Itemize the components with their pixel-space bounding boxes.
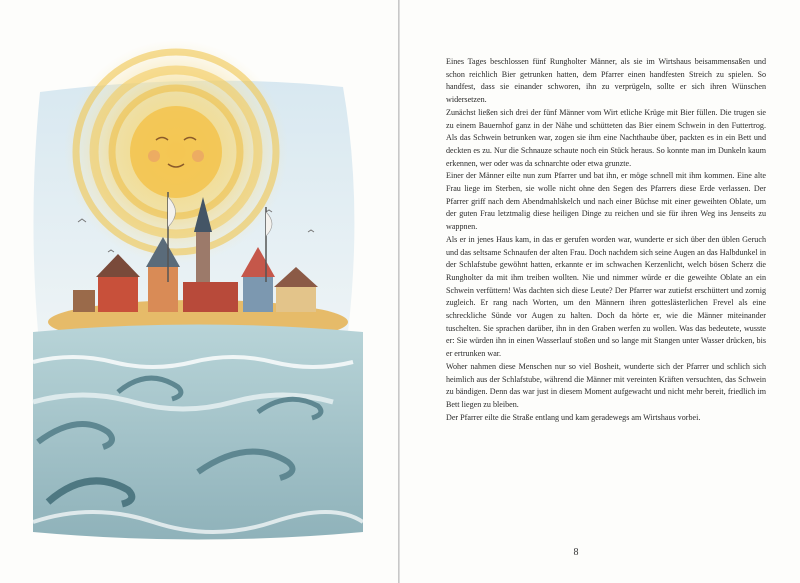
paragraph: Zunächst ließen sich drei der fünf Männer vom Wirt etliche Krüge mit Bier füllen. Die trugen sie zu einem Bauernhof ganz in der Nähe und schütteten das Bier einem Schwein in den Futtertrog. Als das Schwein betrunken war, zogen sie ihm eine Nachthaube über, packten es in ein Bett und deckten es zu. Nur die Schnauze schaute noch ein Stück heraus. So konnte man im Dunkeln kaum erkennen, wer oder was da schnarchte oder etwa grunzte. <box>446 107 766 168</box>
page-number: 8 <box>573 547 579 558</box>
paragraph: Einer der Männer eilte nun zum Pfarrer und bat ihn, er möge schnell mit ihm kommen. Eine alte Frau liege im Sterben, sie wolle nicht ohne den Segen des Pfarrers diese Erde verlassen. Der Pfarrer griff nach dem Abendmahlskelch und nach einer Büchse mit einer geweihten Oblate, um der guten Frau letztmalig diese heiligen Dinge zu reichen und sie für ihren Weg ins Jenseits zu wappnen. <box>446 171 766 232</box>
watercolor-illustration <box>18 32 380 552</box>
waves <box>33 325 363 540</box>
paragraph: Woher nahmen diese Menschen nur so viel Bosheit, wunderte sich der Pfarrer und schlich sich heimlich aus der Schlafstube, während die Männer mit vereinten Kräften versuchten, das Schwein zu bändigen. Denn das war just in diesem Moment aufgewacht und nicht mehr bereit, friedlich im Bett liegen zu bleiben. <box>446 361 766 409</box>
left-page <box>0 0 399 583</box>
paragraph: Der Pfarrer eilte die Straße entlang und kam geradewegs am Wirtshaus vorbei. <box>446 412 701 422</box>
story-text <box>446 56 766 424</box>
sun <box>64 40 288 264</box>
paragraph: Als er in jenes Haus kam, in das er gerufen worden war, wunderte er sich über den üblen Geruch und das seltsame Schnaufen der alten Frau. Doch nachdem sich seine Augen an das Halbdunkel in der Schlafstube gewöhnt hatten, erkannte er im schwachen Kerzenlicht, welch bösen Scherz die Rungholter da mit ihm treiben wollten. Nie und nimmer würde er die geweihte Oblate an ein Schwein verfüttern! Was dachten sich diese Leute? Der Pfarrer war zutiefst erschüttert und zornig zugleich. Er rang nach Worten, um den Männern ihren gotteslästerlichen Frevel als eine schreckliche Sünde vor Augen zu halten. Doch da hörte er, wie die Männer miteinander tuschelten. Sie sprachen darüber, ihn in den Graben werfen zu wollen. Was das bedeutete, wusste er: Sie würden ihn in einen Wasserlauf stoßen und so lange mit Stangen unter Wasser drücken, bis er ertrunken war. <box>446 234 766 359</box>
paragraph: Eines Tages beschlossen fünf Rungholter Männer, als sie im Wirtshaus beisammensaßen und schon reichlich Bier getrunken hatten, dem Pfarrer einen handfesten Streich zu spielen. So handfest, dass sie einander schworen, ihn zu verprügeln, sollte er sich ihren Wünschen widersetzen. <box>446 57 766 105</box>
